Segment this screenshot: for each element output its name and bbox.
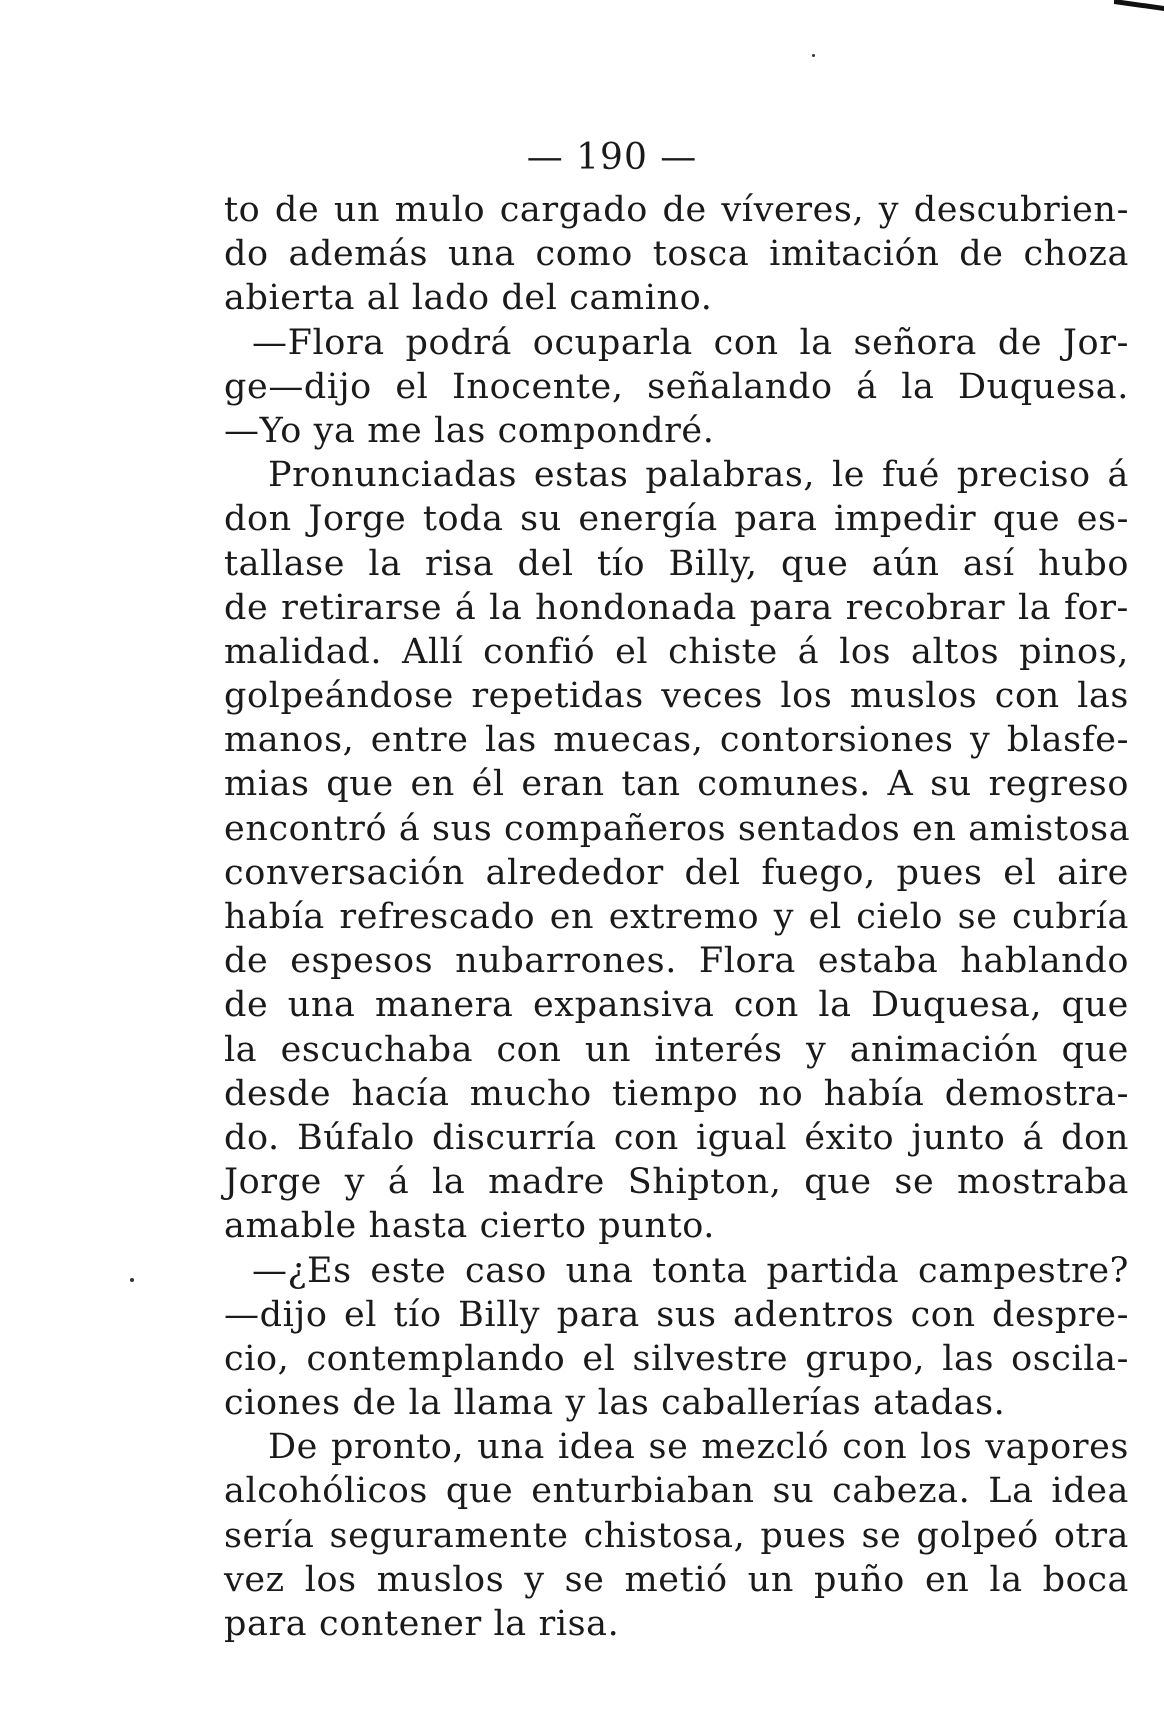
text-line: abierta al lado del camino. xyxy=(224,278,713,319)
text-line: la escuchaba con un interés y animación que xyxy=(224,1029,1129,1070)
text-line: sería seguramente chistosa, pues se golpeó otra xyxy=(224,1515,1129,1556)
scan-speck xyxy=(812,54,815,57)
text-line: mias que en él eran tan comunes. A su regreso xyxy=(224,764,1129,805)
text-line: vez los muslos y se metió un puño en la boca xyxy=(224,1559,1129,1600)
text-line: golpeándose repetidas veces los muslos con las xyxy=(224,676,1129,717)
scan-corner-mark xyxy=(1114,0,1164,11)
text-line: —Flora podrá ocuparla con la señora de Jor- xyxy=(252,322,1129,363)
text-line: Jorge y á la madre Shipton, que se mostraba xyxy=(224,1162,1129,1203)
text-line: conversación alrededor del fuego, pues el aire xyxy=(224,852,1129,893)
text-line: encontró á sus compañeros sentados en amistosa xyxy=(224,808,1131,849)
text-line: manos, entre las muecas, contorsiones y blasfe- xyxy=(224,720,1129,761)
text-line: de una manera expansiva con la Duquesa, que xyxy=(224,985,1129,1026)
text-line: desde hacía mucho tiempo no había demostra- xyxy=(224,1073,1129,1114)
text-line: para contener la risa. xyxy=(224,1604,620,1644)
text-line: amable hasta cierto punto. xyxy=(224,1206,716,1247)
text-line: había refrescado en extremo y el cielo se cubría xyxy=(224,897,1129,937)
page-number: — 190 — xyxy=(526,137,698,178)
text-line: Pronunciadas estas palabras, le fué preciso á xyxy=(268,455,1129,496)
text-line: don Jorge toda su energía para impedir que es- xyxy=(224,499,1129,540)
text-line: de espesos nubarrones. Flora estaba hablando xyxy=(224,941,1129,982)
text-line: do además una como tosca imitación de choza xyxy=(224,234,1129,275)
text-line: cio, contemplando el silvestre grupo, las oscila- xyxy=(224,1338,1129,1379)
text-line: De pronto, una idea se mezcló con los vapores xyxy=(268,1427,1129,1468)
text-line: to de un mulo cargado de víveres, y descubrien- xyxy=(224,190,1129,230)
text-line: malidad. Allí confió el chiste á los altos pinos, xyxy=(224,631,1129,672)
scan-speck xyxy=(130,1278,134,1282)
text-line: alcohólicos que enturbiaban su cabeza. La idea xyxy=(224,1471,1129,1512)
text-line: ge—dijo el Inocente, señalando á la Duquesa. xyxy=(224,366,1129,407)
text-line: de retirarse á la hondonada para recobrar la for- xyxy=(224,587,1129,628)
text-line: —¿Es este caso una tonta partida campestre? xyxy=(252,1250,1129,1291)
text-line: —Yo ya me las compondré. xyxy=(224,410,715,451)
text-line: ciones de la llama y las caballerías atadas. xyxy=(224,1383,1006,1424)
body-text xyxy=(224,188,1129,1646)
text-line: —dijo el tío Billy para sus adentros con despre- xyxy=(224,1294,1129,1335)
text-line: tallase la risa del tío Billy, que aún así hubo xyxy=(224,543,1129,584)
text-line: do. Búfalo discurría con igual éxito junto á don xyxy=(224,1117,1129,1158)
